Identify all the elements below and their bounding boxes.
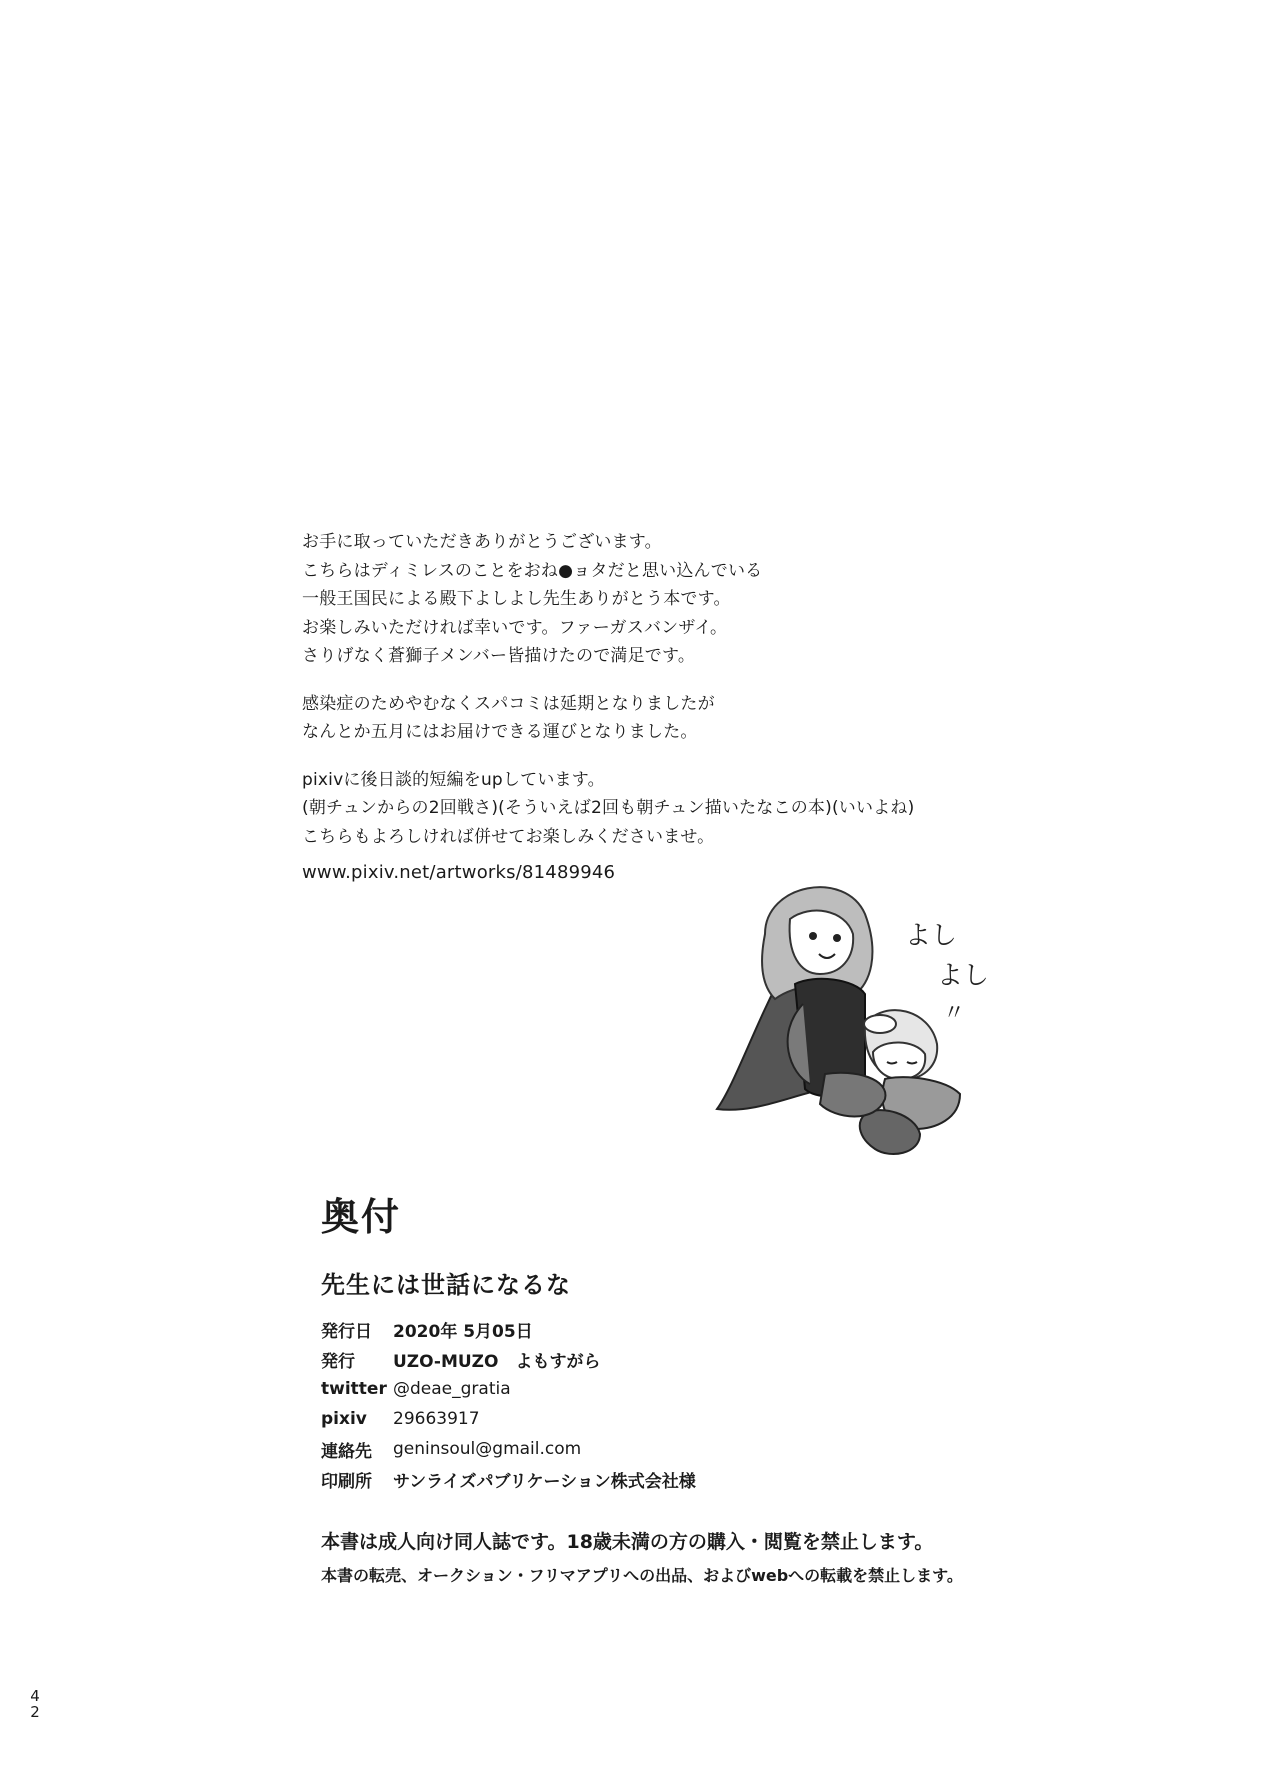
row-value: サンライズパブリケーション株式会社様: [393, 1471, 696, 1492]
sfx-mark: 〃: [943, 1001, 966, 1026]
afterword-line: 一般王国民による殿下よしよし先生ありがとう本です。: [302, 589, 731, 609]
afterword-line: (朝チュンからの2回戦さ)(そういえば2回も朝チュン描いたなこの本)(いいよね): [302, 798, 915, 818]
colophon-row-twitter: [321, 1374, 1121, 1404]
row-label: 連絡先: [321, 1441, 372, 1462]
book-title: 先生には世話になるな: [321, 1271, 571, 1299]
colophon-row-pixiv: [321, 1404, 1121, 1434]
boy-face: [873, 1042, 925, 1079]
pixiv-url: www.pixiv.net/artworks/81489946: [302, 862, 616, 883]
row-label: twitter: [321, 1379, 387, 1399]
colophon-row-contact: [321, 1434, 1121, 1464]
page-number: [27, 1688, 43, 1720]
colophon-row-publisher: [321, 1344, 1121, 1374]
sfx-yoshi-1: よし: [905, 921, 958, 951]
colophon: [321, 1190, 1121, 1592]
page-number-digit: 2: [30, 1703, 40, 1721]
chibi-illustration: [715, 874, 1015, 1174]
resale-notice: 本書の転売、オークション・フリマアプリへの出品、およびwebへの転載を禁止します。: [321, 1566, 963, 1585]
row-label: 発行: [321, 1351, 355, 1372]
row-label: 印刷所: [321, 1471, 372, 1492]
afterword-line: 感染症のためやむなくスパコミは延期となりましたが: [302, 693, 715, 714]
afterword-paragraph-3: [302, 766, 1022, 852]
colophon-heading: 奥付: [321, 1195, 402, 1239]
afterword-line: こちらもよろしければ併せてお楽しみくださいませ。: [302, 826, 715, 847]
page-number-digit: 4: [30, 1687, 40, 1705]
afterword-line: さりげなく蒼獅子メンバー皆描けたので満足です。: [302, 646, 696, 666]
afterword-line: お手に取っていただきありがとうございます。: [302, 532, 662, 552]
row-value: UZO-MUZO よもすがら: [393, 1351, 601, 1372]
afterword-paragraph-2: [302, 690, 1022, 747]
row-label: 発行日: [321, 1321, 372, 1342]
colophon-row-date: [321, 1314, 1121, 1344]
adult-notice: 本書は成人向け同人誌です。18歳未満の方の購入・閲覧を禁止します。: [321, 1531, 934, 1553]
row-value: geninsoul@gmail.com: [393, 1439, 582, 1459]
colophon-details: [321, 1314, 1121, 1494]
row-label: pixiv: [321, 1409, 367, 1429]
woman-lap: [820, 1073, 885, 1117]
notices: [321, 1524, 1121, 1592]
row-value: 2020年 5月05日: [393, 1321, 533, 1342]
afterword-paragraph-1: [302, 528, 1022, 671]
afterword-line: こちらはディミレスのことをおね●ョタだと思い込んでいる: [302, 560, 763, 581]
afterword-line: お楽しみいただければ幸いです。ファーガスバンザイ。: [302, 617, 728, 638]
row-value: @deae_gratia: [393, 1379, 511, 1399]
afterword-line: なんとか五月にはお届けできる運びとなりました。: [302, 722, 698, 742]
woman-face: [790, 911, 854, 974]
afterword-line: pixivに後日談的短編をupしています。: [302, 769, 605, 790]
afterword: [302, 528, 1022, 888]
sfx-yoshi-2: よし: [937, 961, 990, 991]
row-value: 29663917: [393, 1409, 480, 1429]
colophon-row-printer: [321, 1464, 1121, 1494]
